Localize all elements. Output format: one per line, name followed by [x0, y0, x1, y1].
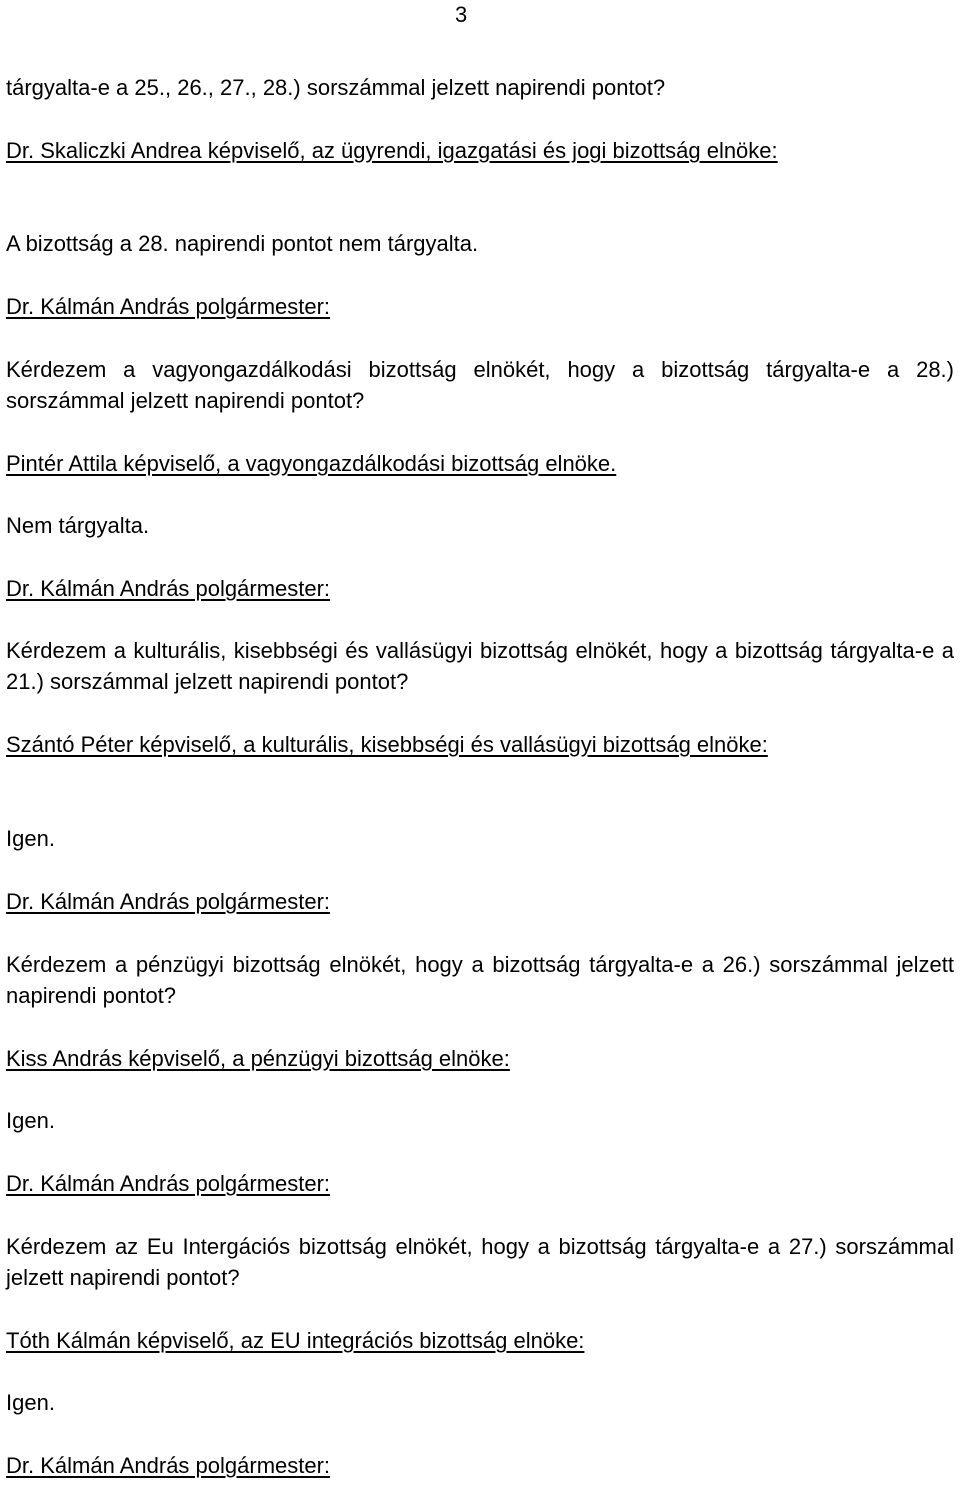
- speaker-heading: Dr. Kálmán András polgármester:: [6, 294, 331, 319]
- speaker-heading: Dr. Skaliczki Andrea képviselő, az ügyrendi, igazgatási és jogi bizottság elnöke:: [6, 138, 778, 163]
- speaker-heading: Tóth Kálmán képviselő, az EU integrációs bizottság elnöke:: [6, 1328, 585, 1353]
- body-text: Kérdezem a kulturális, kisebbségi és vallásügyi bizottság elnökét, hogy a bizottság tárgyalta-e a 21.) sorszámmal jelzett napirendi pontot?: [6, 638, 954, 694]
- speaker-heading: Szántó Péter képviselő, a kulturális, kisebbségi és vallásügyi bizottság elnöke:: [6, 732, 768, 757]
- speaker-heading: Kiss András képviselő, a pénzügyi bizottság elnöke:: [6, 1046, 510, 1071]
- body-text: Kérdezem az Eu Intergációs bizottság elnökét, hogy a bizottság tárgyalta-e a 27.) sorszámmal jelzett napirendi pontot?: [6, 1234, 954, 1290]
- body-text: Nem tárgyalta.: [6, 513, 150, 538]
- speaker-heading: Pintér Attila képviselő, a vagyongazdálkodási bizottság elnöke.: [6, 451, 617, 476]
- speaker-heading: Dr. Kálmán András polgármester:: [6, 889, 331, 914]
- body-text: tárgyalta-e a 25., 26., 27., 28.) sorszámmal jelzett napirendi pontot?: [6, 75, 666, 100]
- body-text: Igen.: [6, 826, 55, 851]
- speaker-heading: Dr. Kálmán András polgármester:: [6, 576, 331, 601]
- speaker-heading: Dr. Kálmán András polgármester:: [6, 1171, 331, 1196]
- body-text: Igen.: [6, 1390, 55, 1415]
- body-text: Kérdezem a pénzügyi bizottság elnökét, hogy a bizottság tárgyalta-e a 26.) sorszámmal jelzett napirendi pontot?: [6, 952, 954, 1008]
- body-text: Kérdezem a vagyongazdálkodási bizottság elnökét, hogy a bizottság tárgyalta-e a 28.) sorszámmal jelzett napirendi pontot?: [6, 357, 954, 413]
- body-text: A bizottság a 28. napirendi pontot nem tárgyalta.: [6, 231, 479, 256]
- body-text: Igen.: [6, 1108, 55, 1133]
- speaker-heading: Dr. Kálmán András polgármester:: [6, 1453, 331, 1478]
- page-number: 3: [455, 2, 468, 27]
